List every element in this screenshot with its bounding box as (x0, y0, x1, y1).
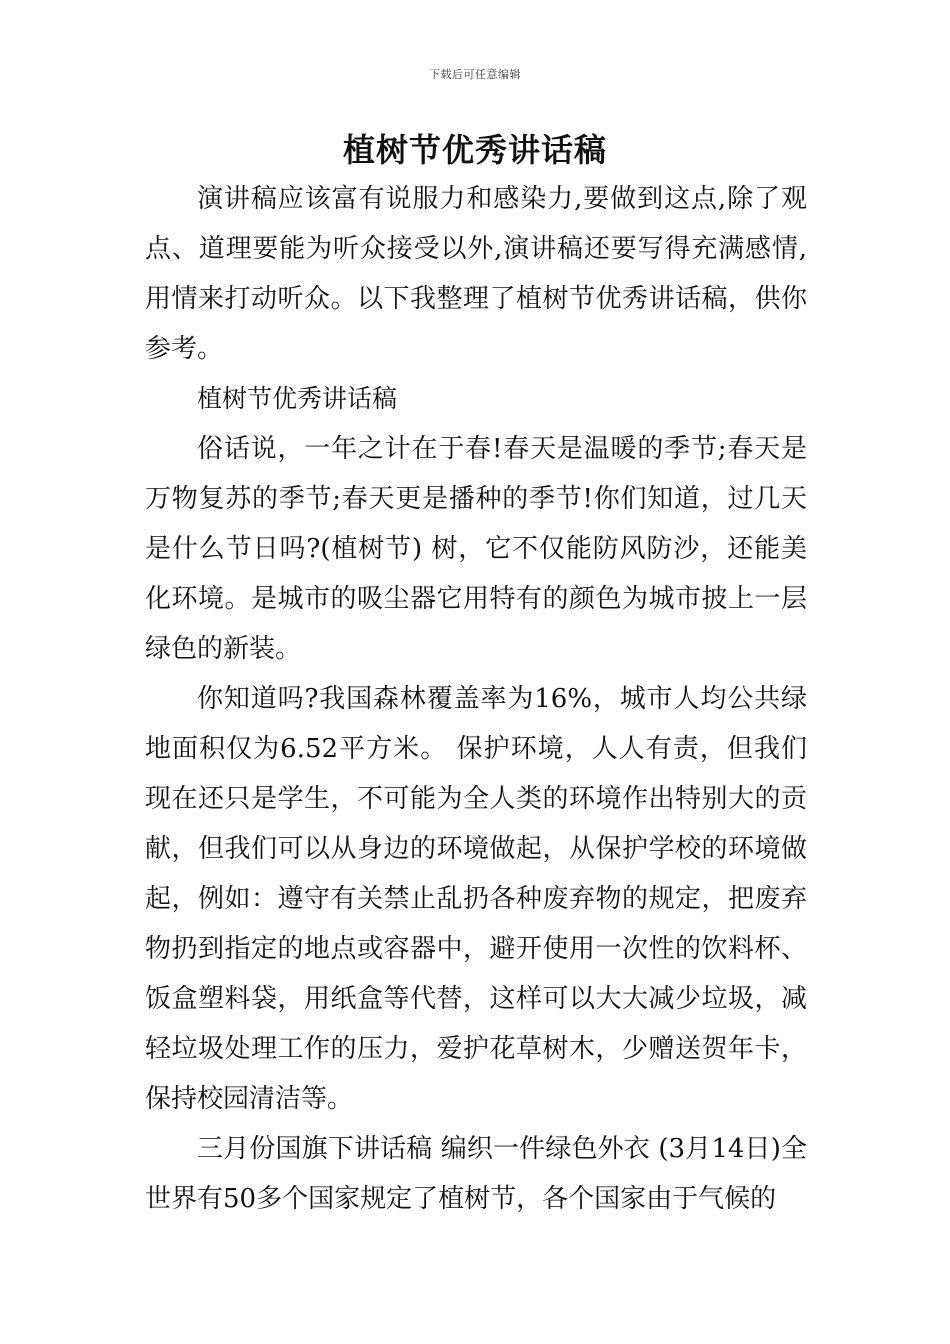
paragraph-spring: 俗话说，一年之计在于春!春天是温暖的季节;春天是万物复苏的季节;春天更是播种的季节!你们知道，过几天是什么节日吗?(植树节) 树，它不仅能防风防沙，还能美化环境。是城市的吸尘器它用特有的颜色为城市披上一层绿色的新装。 (145, 434, 807, 664)
paragraph-environment: 你知道吗?我国森林覆盖率为16%，城市人均公共绿地面积仅为6.52平方米。 保护环境，人人有责，但我们现在还只是学生，不可能为全人类的环境作出特别大的贡献，但我们可以从身边的环境做起，从保护学校的环境做起，例如：遵守有关禁止乱扔各种废弃物的规定，把废弃物扔到指定的地点或容器中，避开使用一次性的饮料杯、饭盒塑料袋，用纸盒等代替，这样可以大大减少垃圾，减轻垃圾处理工作的压力，爱护花草树木，少赠送贺年卡，保持校园清洁等。 (145, 684, 807, 1114)
paragraph-intro: 演讲稿应该富有说服力和感染力,要做到这点,除了观点、道理要能为听众接受以外,演讲稿还要写得充满感情,用情来打动听众。以下我整理了植树节优秀讲话稿，供你参考。 (145, 184, 807, 364)
section-heading: 植树节优秀讲话稿 (197, 384, 398, 413)
paragraph-flag-speech: 三月份国旗下讲话稿 编织一件绿色外衣 (3月14日)全世界有50多个国家规定了植树节，各个国家由于气候的 (145, 1134, 807, 1214)
document-title: 植树节优秀讲话稿 (342, 131, 607, 169)
header-note: 下载后可任意编辑 (429, 68, 521, 81)
document-body (145, 174, 807, 1224)
